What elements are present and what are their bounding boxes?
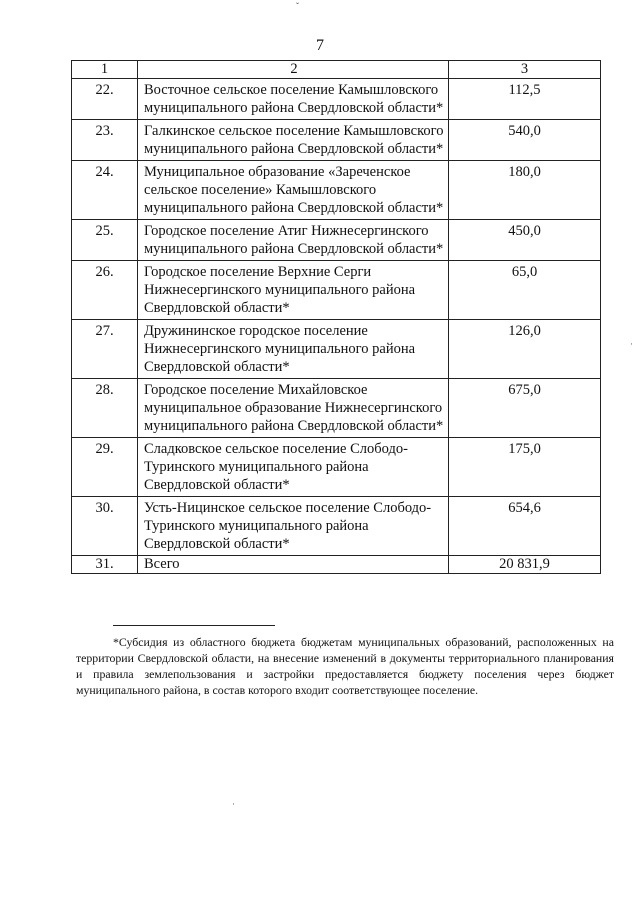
row-number: 27. [72,320,138,379]
subsidy-amount: 654,6 [449,497,601,556]
row-number: 31. [72,556,138,574]
row-number: 23. [72,120,138,161]
scan-speck: · [630,339,633,349]
table-row [72,497,601,556]
municipality-name: Сладковское сельское поселение Слободо-Туринского муниципального района Свердловской области* [138,438,449,497]
municipality-name: Усть-Ницинское сельское поселение Слободо-Туринского муниципального района Свердловской области* [138,497,449,556]
header-col-1: 1 [72,61,138,79]
table-row [72,379,601,438]
municipality-name: Городское поселение Атиг Нижнесергинского муниципального района Свердловской области* [138,220,449,261]
municipality-name: Городское поселение Михайловское муниципальное образование Нижнесергинского муниципального района Свердловской области* [138,379,449,438]
municipality-name: Муниципальное образование «Зареченское сельское поселение» Камышловского муниципального района Свердловской области* [138,161,449,220]
row-number: 26. [72,261,138,320]
footnote-text: *Субсидия из областного бюджета бюджетам муниципальных образований, расположенных на территории Свердловской области, на внесение изменений в документы территориального планирования и правила землепользования и застройки предоставляется бюджету поселения через бюджет муниципального района, в состав которого входит соответствующее поселение. [76,635,614,697]
row-number: 22. [72,79,138,120]
municipality-name: Дружининское городское поселение Нижнесергинского муниципального района Свердловской области* [138,320,449,379]
subsidy-amount: 112,5 [449,79,601,120]
subsidy-amount: 450,0 [449,220,601,261]
total-amount: 20 831,9 [449,556,601,574]
scan-speck: ˇ [296,1,299,11]
table-row [72,220,601,261]
municipality-name: Восточное сельское поселение Камышловского муниципального района Свердловской области* [138,79,449,120]
header-col-2: 2 [138,61,449,79]
table-row [72,261,601,320]
table-total-row [72,556,601,574]
table-row [72,120,601,161]
table-header-row [72,61,601,79]
table-row [72,438,601,497]
subsidy-table [71,60,601,574]
row-number: 25. [72,220,138,261]
subsidy-amount: 540,0 [449,120,601,161]
subsidy-amount: 126,0 [449,320,601,379]
page-number: 7 [316,37,324,54]
scan-speck: · [232,799,235,809]
subsidy-amount: 180,0 [449,161,601,220]
subsidy-amount: 65,0 [449,261,601,320]
municipality-name: Городское поселение Верхние Серги Нижнесергинского муниципального района Свердловской области* [138,261,449,320]
municipality-name: Галкинское сельское поселение Камышловского муниципального района Свердловской области* [138,120,449,161]
row-number: 24. [72,161,138,220]
table-row [72,161,601,220]
row-number: 30. [72,497,138,556]
total-label: Всего [138,556,449,574]
footnote-divider [113,625,275,626]
row-number: 28. [72,379,138,438]
row-number: 29. [72,438,138,497]
header-col-3: 3 [449,61,601,79]
subsidy-amount: 675,0 [449,379,601,438]
table-row [72,79,601,120]
table-row [72,320,601,379]
subsidy-amount: 175,0 [449,438,601,497]
